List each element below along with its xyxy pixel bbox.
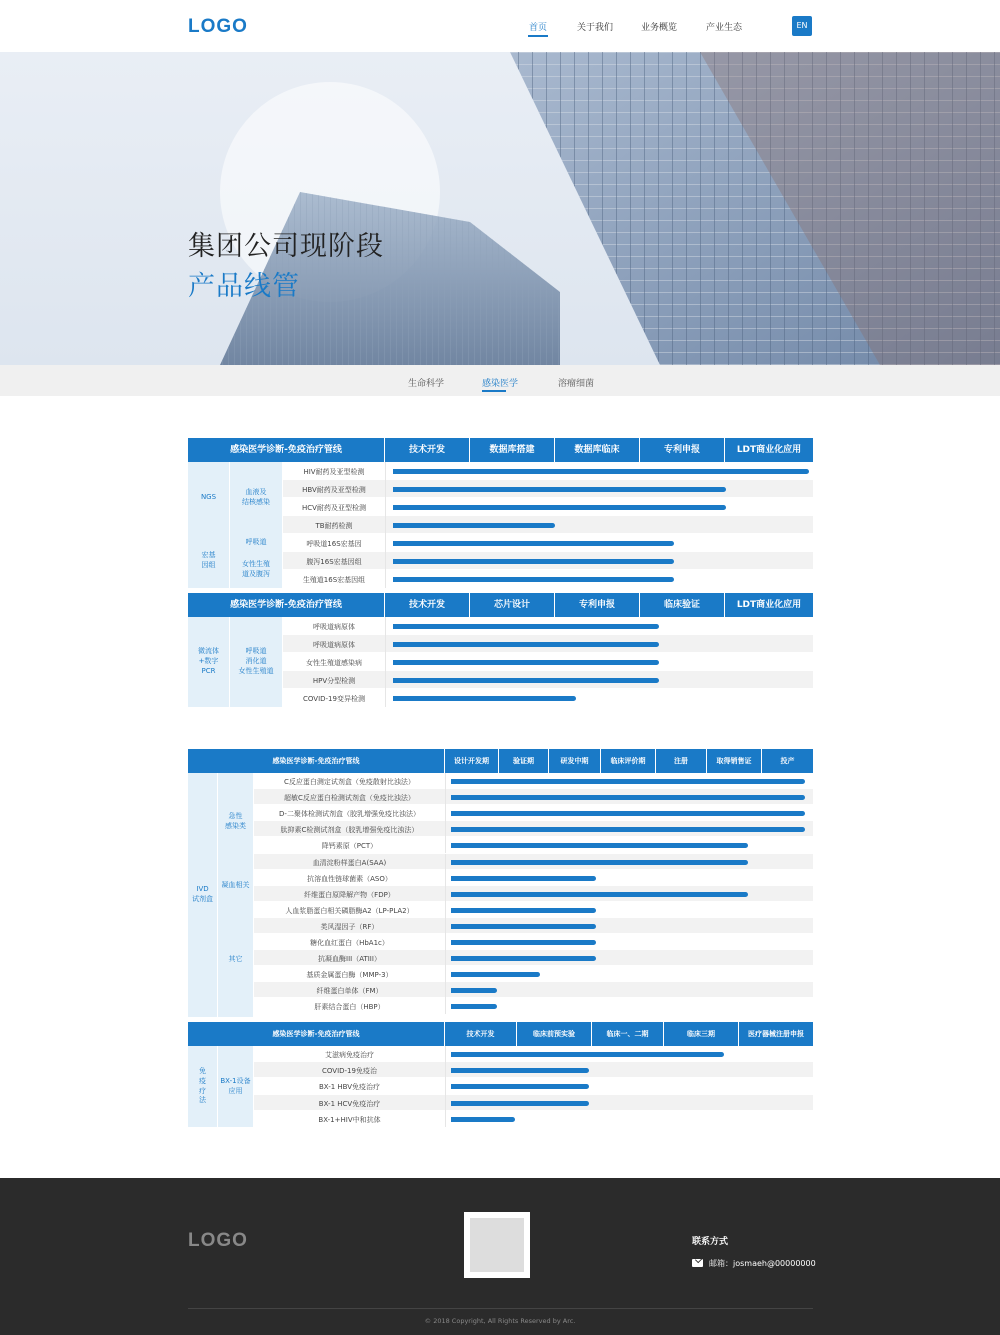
stage-header: 数据库搭建 <box>470 438 555 462</box>
column-separator <box>445 1046 446 1062</box>
progress-bar <box>393 505 726 510</box>
row-label: 降钙素原（PCT） <box>321 842 378 851</box>
table-row <box>188 516 813 534</box>
table-row <box>188 950 813 966</box>
column-separator <box>445 789 446 805</box>
progress-bar <box>451 827 805 832</box>
subnav-active-indicator <box>482 390 506 392</box>
row-label: 纤维蛋白单体（FM） <box>316 987 383 996</box>
table-row <box>188 689 813 707</box>
progress-bar <box>451 940 596 945</box>
nav-item-business[interactable]: 业务概览 <box>641 23 678 33</box>
pipeline-table-1 <box>188 438 813 588</box>
stage-header: 专利申报 <box>555 593 640 617</box>
progress-bar <box>393 523 555 528</box>
table-row <box>188 617 813 635</box>
table-row <box>188 821 813 837</box>
column-separator <box>445 837 446 853</box>
nav-active-indicator <box>528 35 548 37</box>
column-separator <box>445 902 446 918</box>
column-separator <box>385 570 386 588</box>
stage-header: 投产 <box>762 749 813 773</box>
row-label: COVID-19变异检测 <box>303 695 365 703</box>
progress-bar <box>451 1052 724 1057</box>
row-label: 纤维蛋白原降解产物（FDP） <box>304 890 395 899</box>
progress-bar <box>451 924 596 929</box>
table-row <box>188 773 813 789</box>
progress-bar <box>451 988 497 993</box>
column-separator <box>385 516 386 534</box>
column-separator <box>385 653 386 671</box>
progress-bar <box>451 1004 497 1009</box>
row-label: 基质金属蛋白酶（MMP-3） <box>306 971 393 980</box>
progress-bar <box>451 811 805 816</box>
row-label: HBV耐药及亚型检测 <box>302 486 366 494</box>
progress-bar <box>393 577 674 582</box>
building-illustration <box>0 52 1000 365</box>
stage-header: 专利申报 <box>640 438 725 462</box>
progress-bar <box>393 660 659 665</box>
table-title: 感染医学诊断-免疫治疗管线 <box>188 593 385 617</box>
stage-header: 数据库临床 <box>555 438 640 462</box>
contact-title: 联系方式 <box>692 1237 729 1247</box>
row-label: 呼吸道病原体 <box>313 641 355 649</box>
nav-item-home[interactable]: 首页 <box>529 23 548 33</box>
table-row <box>188 534 813 552</box>
subcategory-cell: 呼吸道 <box>230 534 283 552</box>
row-label: 呼吸道16S宏基因 <box>306 540 362 548</box>
table-row <box>188 1046 813 1062</box>
row-label: HCV耐药及亚型检测 <box>302 504 366 512</box>
progress-bar <box>393 541 674 546</box>
table-row <box>188 789 813 805</box>
qr-code <box>464 1212 530 1278</box>
column-separator <box>445 821 446 837</box>
table-row <box>188 462 813 480</box>
pipeline-table-2 <box>188 593 813 707</box>
progress-bar <box>393 678 659 683</box>
progress-bar <box>451 795 805 800</box>
table-row <box>188 653 813 671</box>
logo[interactable]: LOGO <box>188 16 248 37</box>
progress-bar <box>451 892 748 897</box>
table-row <box>188 966 813 982</box>
subnav-oncolytic-bacteria[interactable]: 溶瘤细菌 <box>558 379 595 389</box>
stage-header: 取得销售证 <box>707 749 762 773</box>
progress-bar <box>393 642 659 647</box>
stage-header: 临床评价期 <box>601 749 656 773</box>
hero-title: 集团公司现阶段 <box>188 231 384 262</box>
subcategory-cell: 其它 <box>218 902 254 1017</box>
table-row <box>188 1078 813 1094</box>
category-cell: IVD 试剂盒 <box>188 773 218 1017</box>
column-separator <box>385 462 386 480</box>
table-row <box>188 635 813 653</box>
row-label: 超敏C反应蛋白检测试剂盒（免疫比浊法） <box>284 794 415 803</box>
subcategory-cell: 女性生殖 道及腹泻 <box>230 552 283 588</box>
row-label: 类风湿因子（RF） <box>320 922 379 931</box>
category-cell: 微流体 +数字 PCR <box>188 617 230 707</box>
copyright: © 2018 Copyright, All Rights Reserved by Arc. <box>424 1317 576 1325</box>
column-separator <box>445 1062 446 1078</box>
subcategory-cell: 急性 感染类 <box>218 773 254 870</box>
row-label: HIV耐药及亚型检测 <box>303 468 365 476</box>
column-separator <box>385 534 386 552</box>
progress-bar <box>451 1084 589 1089</box>
column-separator <box>445 998 446 1014</box>
subcategory-cell: 呼吸道 消化道 女性生殖道 <box>230 617 283 707</box>
progress-bar <box>393 559 674 564</box>
category-cell: NGS <box>188 462 230 534</box>
progress-bar <box>393 469 809 474</box>
language-toggle-button[interactable]: EN <box>792 16 812 36</box>
stage-header: 技术开发 <box>385 438 470 462</box>
table-row <box>188 837 813 853</box>
stage-header: 技术开发 <box>385 593 470 617</box>
table-row <box>188 854 813 870</box>
row-label: 血清淀粉样蛋白A(SAA) <box>312 858 387 867</box>
stage-header: 技术开发 <box>445 1022 517 1046</box>
table-row <box>188 570 813 588</box>
pipeline-table-3 <box>188 749 813 1017</box>
row-label: 糖化血红蛋白（HbA1c） <box>310 939 389 947</box>
table-title: 感染医学诊断-免疫治疗管线 <box>188 749 445 773</box>
row-label: D-二聚体检测试剂盒（胶乳增强免疫比浊法） <box>279 810 420 819</box>
progress-bar <box>393 487 726 492</box>
progress-bar <box>451 876 596 881</box>
column-separator <box>385 671 386 689</box>
row-label: HPV分型检测 <box>312 677 356 685</box>
footer <box>0 1178 1000 1335</box>
subnav-life-science[interactable]: 生命科学 <box>408 379 445 389</box>
pipeline-table-4 <box>188 1022 813 1127</box>
column-separator <box>385 689 386 707</box>
column-separator <box>385 635 386 653</box>
row-label: C反应蛋白测定试剂盒（免疫散射比浊法） <box>284 778 415 786</box>
progress-bar <box>451 1101 589 1106</box>
row-label: 艾滋病免疫治疗 <box>325 1051 374 1059</box>
column-separator <box>445 870 446 886</box>
progress-bar <box>451 908 596 913</box>
column-separator <box>385 552 386 570</box>
column-separator <box>445 1078 446 1094</box>
subnav-infection-medicine[interactable]: 感染医学 <box>482 379 519 389</box>
top-navbar <box>0 0 1000 52</box>
mail-icon <box>692 1259 703 1267</box>
row-label: 抗凝血酶III（ATIII） <box>318 955 381 964</box>
table-row <box>188 480 813 498</box>
table-row <box>188 1111 813 1127</box>
row-label: 肽抑素C检测试剂盒（胶乳增强免疫比浊法） <box>280 826 419 835</box>
column-separator <box>445 982 446 998</box>
row-label: BX-1 HCV免疫治疗 <box>318 1099 381 1108</box>
table-row <box>188 870 813 886</box>
column-separator <box>445 966 446 982</box>
stage-header: 医疗器械注册申报 <box>739 1022 813 1046</box>
progress-bar <box>451 1068 589 1073</box>
table-title: 感染医学诊断-免疫治疗管线 <box>188 438 385 462</box>
hero-subtitle: 产品线管 <box>188 271 300 302</box>
row-label: 腹泻16S宏基因组 <box>306 558 362 566</box>
column-separator <box>445 805 446 821</box>
table-title: 感染医学诊断-免疫治疗管线 <box>188 1022 445 1046</box>
column-separator <box>445 1095 446 1111</box>
contact-email[interactable]: 邮箱：josmaeh@00000000 <box>709 1259 816 1268</box>
table-row <box>188 982 813 998</box>
subcategory-cell: 凝血相关 <box>218 870 254 902</box>
table-row <box>188 671 813 689</box>
column-separator <box>445 950 446 966</box>
column-separator <box>445 773 446 789</box>
nav-item-about[interactable]: 关于我们 <box>577 23 614 33</box>
table-row <box>188 552 813 570</box>
stage-header: 设计开发期 <box>445 749 499 773</box>
row-label: 人血浆脂蛋白相关磷脂酶A2（LP-PLA2） <box>285 906 414 915</box>
subcategory-cell: BX-1设备 应用 <box>218 1046 254 1127</box>
row-label: COVID-19免疫治 <box>322 1067 377 1076</box>
row-label: 生殖道16S宏基因组 <box>302 576 366 584</box>
progress-bar <box>393 624 659 629</box>
stage-header: 验证期 <box>499 749 549 773</box>
progress-bar <box>451 1117 515 1122</box>
row-label: 女性生殖道感染病 <box>306 659 362 667</box>
table-row <box>188 934 813 950</box>
hero-banner <box>0 52 1000 365</box>
stage-header: 临床前预实验 <box>517 1022 592 1046</box>
footer-logo[interactable]: LOGO <box>188 1230 248 1251</box>
progress-bar <box>393 696 576 701</box>
progress-bar <box>451 843 748 848</box>
stage-header: 研发中期 <box>549 749 601 773</box>
stage-header: 临床一、二期 <box>592 1022 664 1046</box>
row-label: 抗溶血性链球菌素（ASO） <box>307 874 392 883</box>
row-label: TB耐药检测 <box>315 522 353 530</box>
row-label: BX-1+HIV中和抗体 <box>318 1115 381 1124</box>
progress-bar <box>451 860 748 865</box>
sub-navigation <box>0 365 1000 396</box>
category-cell: 免 疫 疗 法 <box>188 1046 218 1127</box>
nav-item-ecosystem[interactable]: 产业生态 <box>706 23 743 33</box>
table-row <box>188 918 813 934</box>
row-label: 肝素结合蛋白（HBP） <box>314 1003 385 1012</box>
subcategory-cell: 血液及 结核感染 <box>230 462 283 534</box>
table-row <box>188 498 813 516</box>
stage-header: 临床三期 <box>664 1022 739 1046</box>
stage-header: 注册 <box>656 749 707 773</box>
column-separator <box>385 480 386 498</box>
stage-header: LDT商业化应用 <box>725 593 813 617</box>
column-separator <box>385 617 386 635</box>
progress-bar <box>451 956 596 961</box>
category-cell: 宏基 因组 <box>188 534 230 588</box>
row-label: BX-1 HBV免疫治疗 <box>318 1083 381 1092</box>
table-row <box>188 902 813 918</box>
column-separator <box>445 886 446 902</box>
stage-header: 芯片设计 <box>470 593 555 617</box>
stage-header: 临床验证 <box>640 593 725 617</box>
column-separator <box>445 854 446 870</box>
stage-header: LDT商业化应用 <box>725 438 813 462</box>
column-separator <box>445 918 446 934</box>
row-label: 呼吸道病原体 <box>313 623 355 631</box>
column-separator <box>385 498 386 516</box>
table-row <box>188 805 813 821</box>
table-row <box>188 1062 813 1078</box>
footer-divider <box>188 1308 813 1309</box>
progress-bar <box>451 972 540 977</box>
progress-bar <box>451 779 805 784</box>
column-separator <box>445 934 446 950</box>
table-row <box>188 886 813 902</box>
column-separator <box>445 1111 446 1127</box>
table-row <box>188 998 813 1014</box>
table-row <box>188 1095 813 1111</box>
